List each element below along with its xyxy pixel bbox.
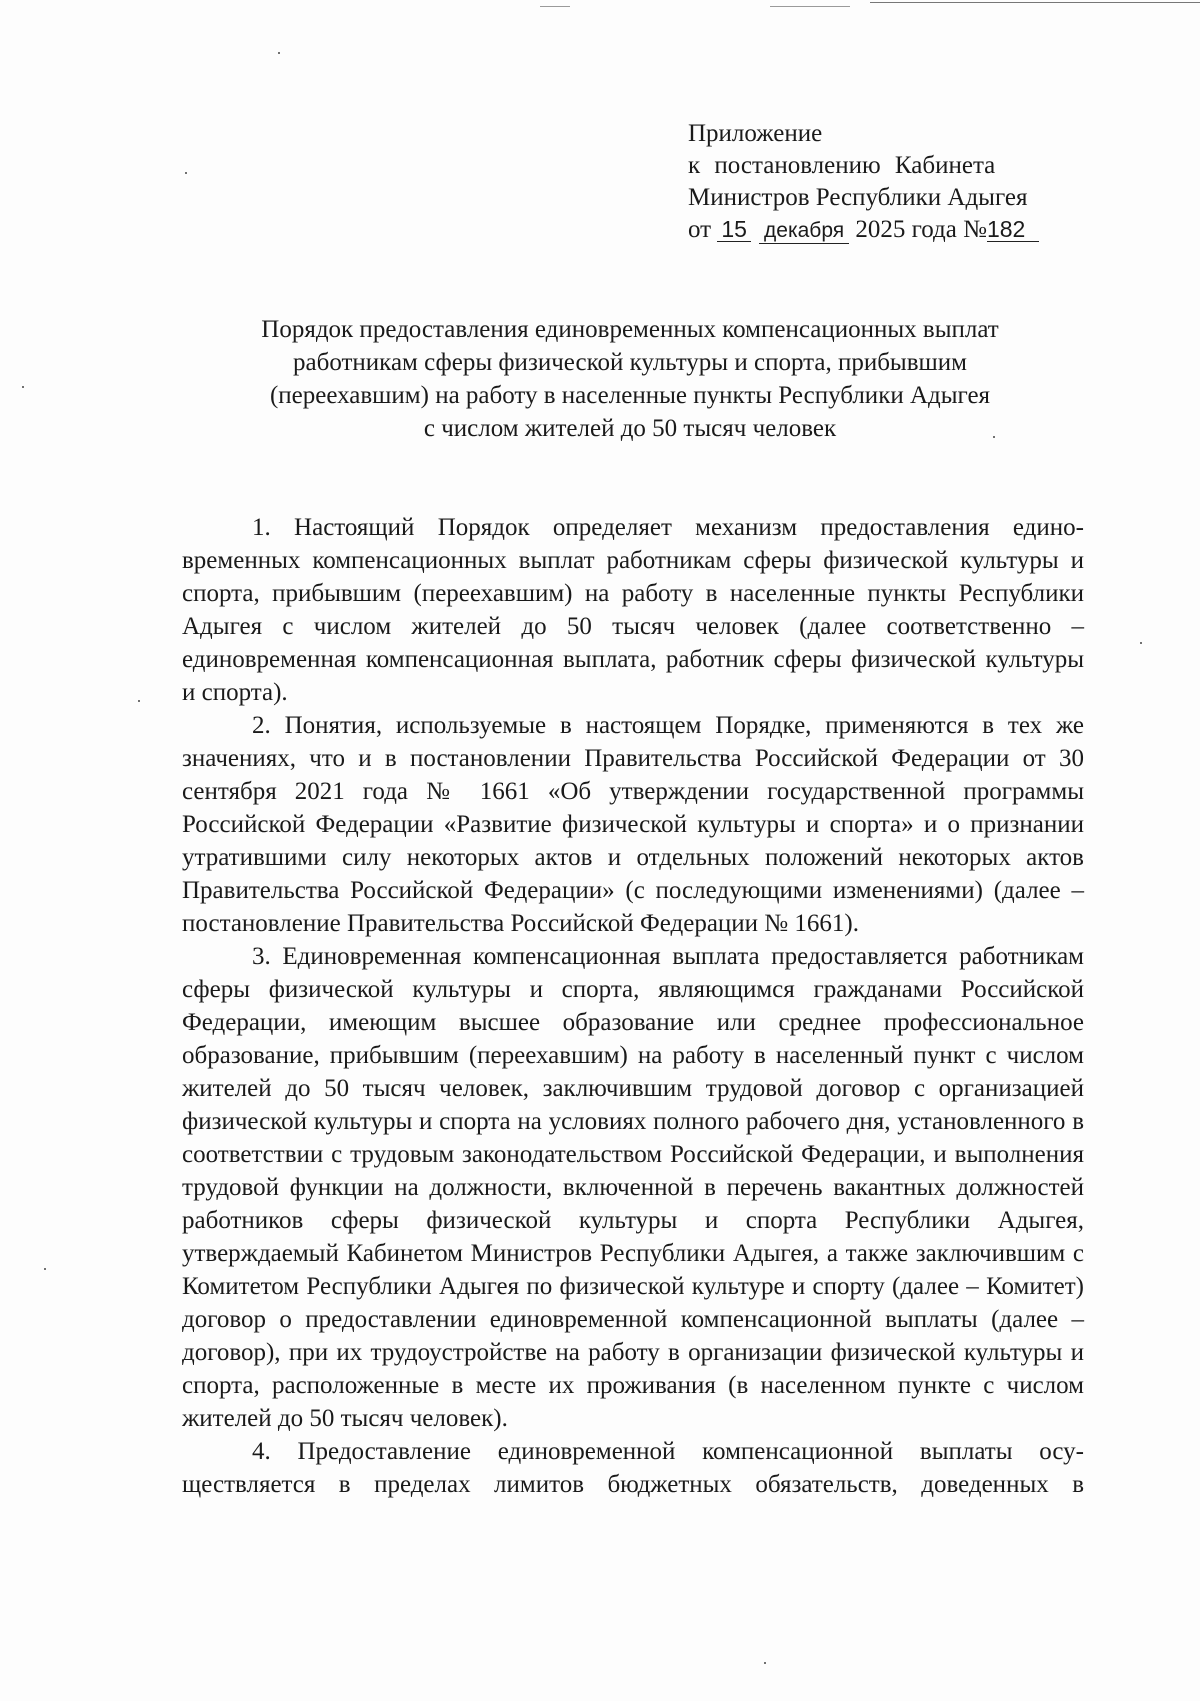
scan-speck bbox=[764, 1662, 766, 1664]
scan-speck bbox=[1140, 642, 1142, 644]
scan-speck bbox=[44, 1268, 46, 1270]
scan-artifact-line bbox=[770, 6, 850, 7]
date-prefix: от bbox=[688, 216, 712, 243]
scan-artifact-line bbox=[870, 2, 1200, 3]
appendix-line-2: к постановлению Кабинета bbox=[688, 152, 996, 179]
appendix-header bbox=[688, 118, 1128, 246]
title-line-4: с числом жителей до 50 тысяч человек bbox=[423, 415, 837, 442]
date-month: декабря bbox=[759, 219, 849, 244]
date-year: 2025 года № bbox=[855, 216, 987, 243]
scan-speck bbox=[278, 52, 280, 54]
document-body bbox=[182, 511, 1084, 1501]
appendix-line-3: Министров Республики Адыгея bbox=[688, 184, 1028, 211]
date-day: 15 bbox=[717, 217, 751, 242]
title-line-1: Порядок предоставления единовременных компенсационных выплат bbox=[261, 316, 999, 343]
paragraph-4: 4. Предоставление единовременной компенсационной выплаты осуществляется в пределах лимитов бюджетных обязательств, доведенных в bbox=[182, 1438, 1084, 1498]
date-number: 182 bbox=[987, 217, 1039, 242]
title-line-3: (переехавшим) на работу в населенные пункты Республики Адыгея bbox=[269, 382, 991, 409]
appendix-date-line bbox=[688, 214, 1128, 246]
scan-artifact-line bbox=[540, 6, 570, 7]
appendix-line-1: Приложение bbox=[688, 120, 823, 147]
paragraph-2: 2. Понятия, используемые в настоящем Порядке, применяются в тех же значениях, что и в постановлении Правительства Российской Федерации от 30 сентября 2021 года № 1661 «Об утверждении государственной программы Российской Федерации «Развитие физической культуры и спорта» и о признании утратившими силу некоторых актов и отдельных положений некоторых актов Правительства Российской Федерации» (с последующими изменениями) (далее – постановление Правительства Российской Федерации № 1661). bbox=[182, 712, 1084, 937]
title-line-2: работникам сферы физической культуры и спорта, прибывшим bbox=[293, 349, 967, 376]
paragraph-1: 1. Настоящий Порядок определяет механизм предоставления единовременных компенсационных выплат работникам сферы физической культуры и спорта, прибывшим (переехавшим) на работу в населенные пункты Республики Адыгея с числом жителей до 50 тысяч человек (далее соответственно – единовременная компенсационная выплата, работник сферы физической культуры и спорта). bbox=[182, 514, 1084, 706]
document-title bbox=[180, 313, 1080, 445]
paragraph-3: 3. Единовременная компенсационная выплата предоставляется работникам сферы физической культуры и спорта, являющимся гражданами Российской Федерации, имеющим высшее образование или среднее профессиональное образование, прибывшим (переехавшим) на работу в населенный пункт с числом жителей до 50 тысяч человек, заключившим трудовой договор с организацией физической культуры и спорта на условиях полного рабочего дня, установленного в соответствии с трудовым законодательством Российской Федерации, и выполнения трудовой функции на должности, включенной в перечень вакантных должностей работников сферы физической культуры и спорта Республики Адыгея, утверждаемый Кабинетом Министров Республики Адыгея, а также заключившим с Комитетом Республики Адыгея по физической культуре и спорту (далее – Комитет) договор о предоставлении единовременной компенсационной выплаты (далее – договор), при их трудоустройстве на работу в организации физической культуры и спорта, расположенные в месте их проживания (в населенном пункте с числом жителей до 50 тысяч человек). bbox=[182, 943, 1084, 1432]
scan-speck bbox=[185, 172, 187, 174]
scan-speck bbox=[138, 700, 140, 702]
scan-speck bbox=[22, 386, 24, 388]
